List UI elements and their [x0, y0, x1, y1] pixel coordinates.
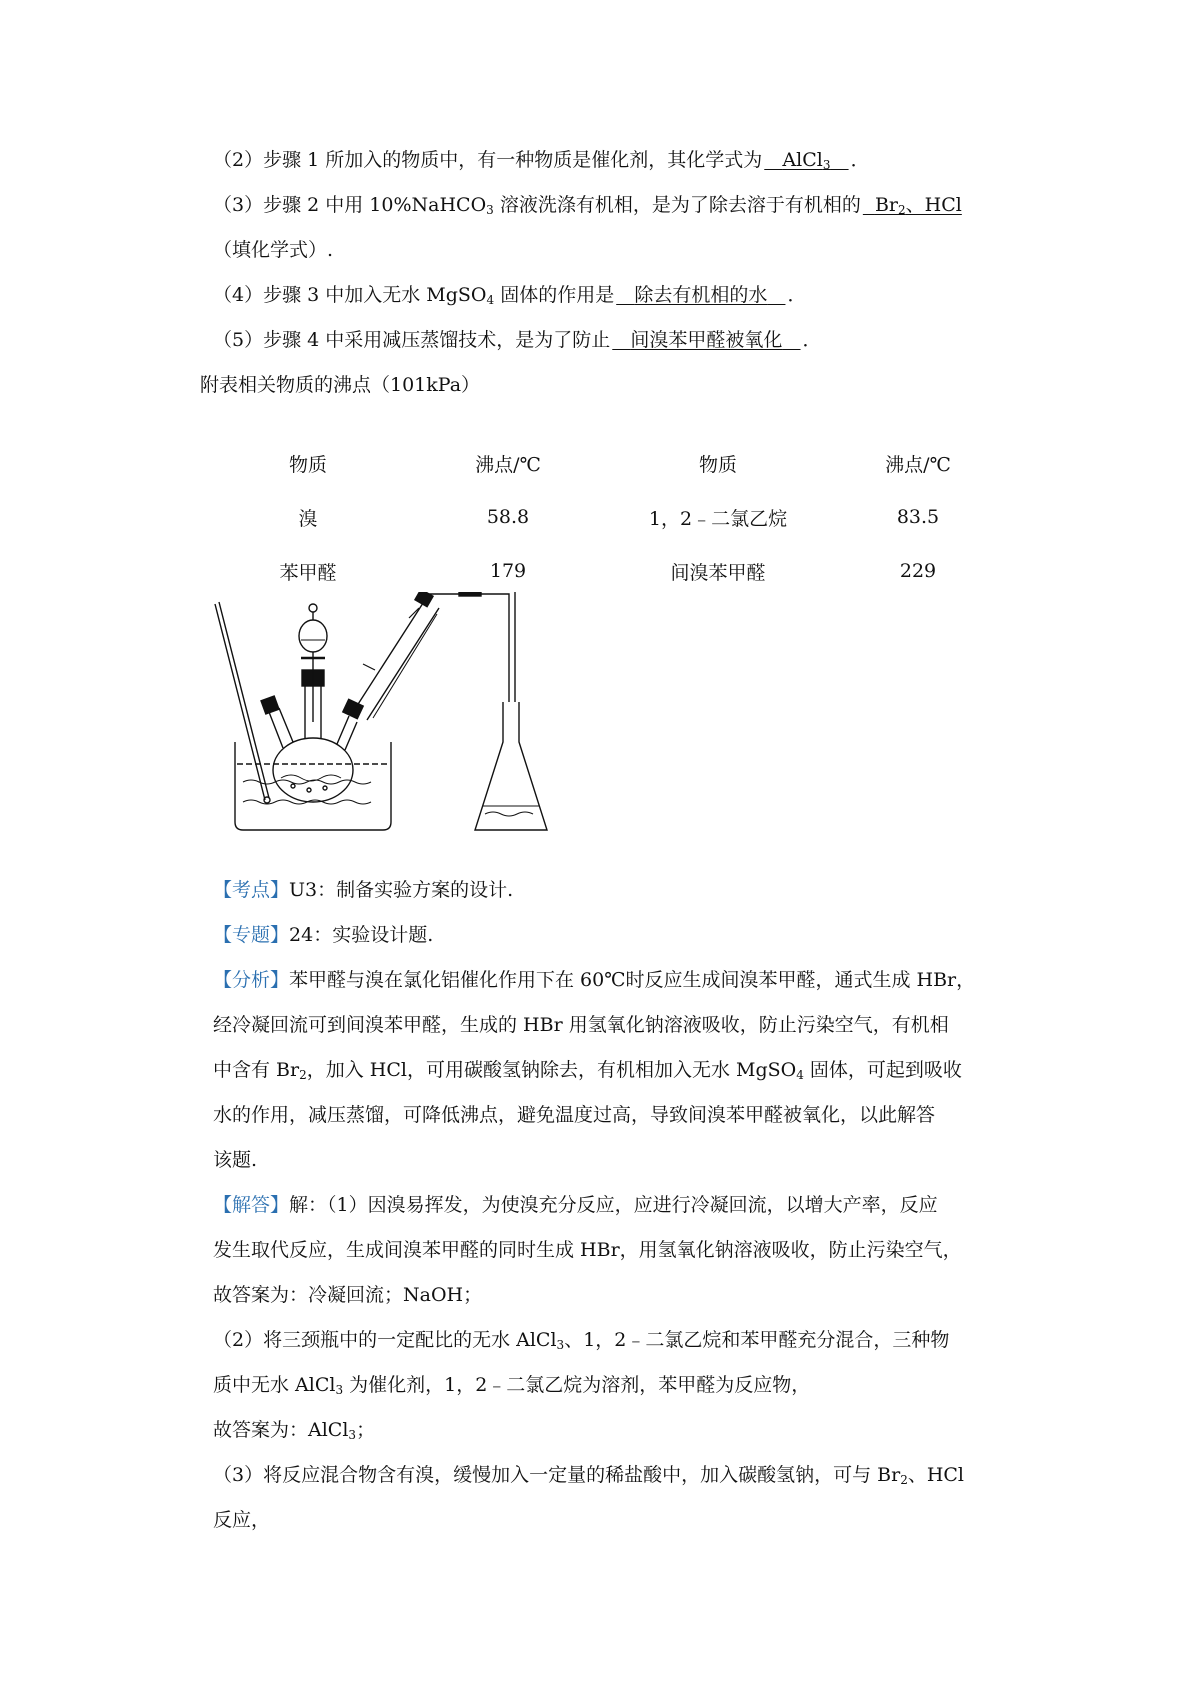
question-2-text: （2）步骤 1 所加入的物质中，有一种物质是催化剂，其化学式为: [213, 149, 763, 171]
table-caption: 附表相关物质的沸点（101kPa）: [200, 374, 481, 396]
kaodian-line: [213, 878, 513, 902]
table-header: 沸点/℃: [475, 453, 541, 476]
question-5-text: （5）步骤 4 中采用减压蒸馏技术，是为了防止: [213, 329, 611, 351]
answer-formula-2: 、HCl: [905, 194, 962, 216]
question-3-answer: [861, 194, 964, 216]
fenxi-label: 【分析】: [213, 969, 290, 991]
jieda-text: ；: [356, 1419, 376, 1441]
separatory-funnel: [299, 604, 327, 722]
subscript: 2: [900, 1473, 908, 1487]
apparatus-diagram: [213, 592, 573, 842]
kaodian-text: U3：制备实验方案的设计.: [289, 879, 514, 901]
question-3-continuation: （填化学式）.: [213, 239, 334, 261]
table-cell: 83.5: [896, 506, 940, 528]
jieda-text: （3）将反应混合物含有溴，缓慢加入一定量的稀盐酸中，加入碳酸氢钠，可与 Br: [213, 1464, 901, 1486]
table-cell: 179: [489, 560, 527, 582]
question-3: [213, 193, 964, 217]
boiling-point-table: [213, 436, 1013, 598]
table-cell: 58.8: [486, 506, 530, 528]
question-3-text-2: 溶液洗涤有机相，是为了除去溶于有机相的: [493, 194, 861, 216]
fenxi-text: 苯甲醛与溴在氯化铝催化作用下在 60℃时反应生成间溴苯甲醛，通式生成 HBr，: [289, 969, 976, 991]
answer-text: 间溴苯甲醛被氧化: [630, 329, 783, 351]
delivery-tube: [427, 592, 515, 702]
question-4-text-2: 固体的作用是: [494, 284, 615, 306]
jieda-text: 为催化剂，1，2﹣二氯乙烷为溶剂，苯甲醛为反应物，: [343, 1374, 811, 1396]
table-cell: 1，2﹣二氯乙烷: [648, 507, 788, 530]
question-5-answer: [610, 329, 802, 351]
zhuanti-line: [213, 923, 433, 947]
table-header: 物质: [288, 453, 327, 476]
zhuanti-label: 【专题】: [213, 924, 290, 946]
table-cell: 229: [899, 560, 937, 582]
fenxi-line-2: 经冷凝回流可到间溴苯甲醛，生成的 HBr 用氢氧化钠溶液吸收，防止污染空气，有机相: [213, 1014, 949, 1036]
question-5-suffix: ．: [802, 329, 822, 351]
question-4-answer: [614, 284, 787, 306]
subscript: 3: [556, 1338, 565, 1352]
jieda-line-4: [213, 1328, 949, 1352]
question-2: [213, 148, 870, 172]
subscript: 2: [299, 1068, 307, 1082]
subscript: 4: [486, 293, 495, 307]
jieda-text: 解：（1）因溴易挥发，为使溴充分反应，应进行冷凝回流，以增大产率，反应: [289, 1194, 938, 1216]
jieda-text: 故答案为：AlCl: [213, 1419, 349, 1441]
fenxi-line-4: 水的作用，减压蒸馏，可降低沸点，避免温度过高，导致间溴苯甲醛被氧化，以此解答: [213, 1104, 936, 1126]
question-4: [213, 283, 806, 307]
table-cell: 溴: [298, 507, 318, 530]
subscript: 3: [335, 1383, 344, 1397]
subscript: 3: [348, 1428, 357, 1442]
jieda-text: 、HCl: [907, 1464, 965, 1486]
jieda-text: （2）将三颈瓶中的一定配比的无水 AlCl: [213, 1329, 557, 1351]
table-cell: 间溴苯甲醛: [670, 561, 766, 584]
fenxi-line-3: [213, 1058, 962, 1082]
table-cell: 苯甲醛: [279, 561, 337, 584]
question-2-answer: [762, 149, 850, 171]
jieda-line-8: 反应，: [213, 1509, 271, 1531]
zhuanti-text: 24：实验设计题.: [289, 924, 434, 946]
kaodian-label: 【考点】: [213, 879, 290, 901]
fenxi-text: 固体，可起到吸收: [803, 1059, 962, 1081]
answer-subscript: 3: [822, 158, 831, 172]
jieda-line-1: [213, 1193, 938, 1217]
jieda-text: 质中无水 AlCl: [213, 1374, 336, 1396]
question-3-text: （3）步骤 2 中用 10%NaHCO: [213, 194, 487, 216]
jieda-text: 、1，2﹣二氯乙烷和苯甲醛充分混合，三种物: [564, 1329, 950, 1351]
subscript: 3: [486, 203, 494, 217]
question-2-suffix: ．: [850, 149, 870, 171]
table-row: [213, 544, 1013, 598]
jieda-label: 【解答】: [213, 1194, 290, 1216]
fenxi-line-5: 该题.: [213, 1149, 258, 1171]
table-row: [213, 490, 1013, 544]
answer-formula: Br: [874, 194, 898, 216]
jieda-line-6: [213, 1418, 375, 1442]
question-4-suffix: ．: [787, 284, 807, 306]
jieda-line-7: [213, 1463, 964, 1487]
three-neck-flask: [261, 670, 363, 802]
fenxi-text: 中含有 Br: [213, 1059, 300, 1081]
fenxi-text: ，加入 HCl，可用碳酸氢钠除去，有机相加入无水 MgSO: [306, 1059, 797, 1081]
table-header: 沸点/℃: [885, 453, 951, 476]
answer-formula: AlCl: [782, 149, 823, 171]
question-5: [213, 328, 822, 352]
jieda-line-5: [213, 1373, 810, 1397]
question-4-text: （4）步骤 3 中加入无水 MgSO: [213, 284, 487, 306]
jieda-line-3: 故答案为：冷凝回流；NaOH；: [213, 1284, 483, 1306]
fenxi-line-1: [213, 968, 975, 992]
answer-text: 除去有机相的水: [634, 284, 768, 306]
jieda-line-2: 发生取代反应，生成间溴苯甲醛的同时生成 HBr，用氢氧化钠溶液吸收，防止污染空气，: [213, 1239, 962, 1261]
subscript: 4: [796, 1068, 804, 1082]
condenser: [353, 592, 439, 720]
conical-flask: [475, 702, 547, 830]
answer-subscript: 2: [898, 203, 906, 217]
table-header-row: [213, 436, 1013, 490]
table-header: 物质: [698, 453, 737, 476]
